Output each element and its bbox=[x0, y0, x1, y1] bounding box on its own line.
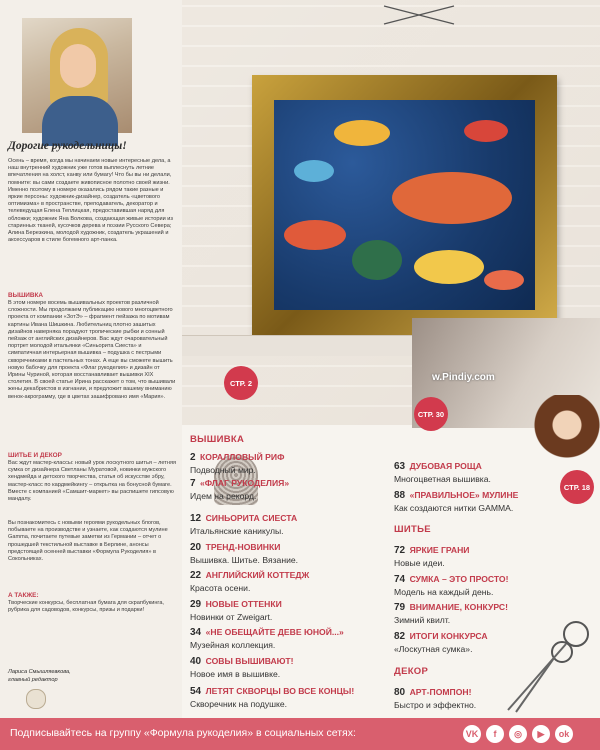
toc-item[interactable]: 20 ТРЕНД-НОВИНКИ Вышивка. Шитье. Вязание. bbox=[190, 542, 299, 565]
toc-item[interactable]: 22 АНГЛИЙСКИЙ КОТТЕДЖ Красота осени. bbox=[190, 570, 310, 593]
editor-name: Лариса Смышляевкова, bbox=[8, 669, 71, 675]
editorial-also-text: Творческие конкурсы, бесплатная бумага для скрапбукинга, рубрика для садоводов, конкурсы, призы и подарки! bbox=[8, 600, 164, 614]
odnoklassniki-icon[interactable]: ok bbox=[555, 725, 573, 743]
editorial-sewing-text: Вас ждут мастер-классы: новый урок лоскутного шитья – летняя сумка от дизайнера Светланы Муратовой, новинки мужского хендмейда и детского творчества, статья об искусстве эбру, мастер-класс по кардмейкингу – открытка на бонусной бумаге. Вместе с компанией «Самшит-маркет» вы распишете гипсовую мандалу. bbox=[8, 460, 177, 503]
toc-item[interactable]: 29 НОВЫЕ ОТТЕНКИ Новинки от Zweigart. bbox=[190, 599, 282, 622]
editorial-also-heading: А ТАКЖЕ: bbox=[8, 592, 39, 599]
page-badge-30[interactable]: СТР. 30 bbox=[414, 397, 448, 431]
toc-item[interactable]: 34 «НЕ ОБЕЩАЙТЕ ДЕВЕ ЮНОЙ...» Музейная коллекция. bbox=[190, 627, 344, 650]
contents-area bbox=[182, 0, 600, 718]
editorial-blogs-text: Вы познакомитесь с новыми героями рукодельных блогов, побываете на производстве и узнаете, как создаются мулине Gamma, почитаете путевые заметки из Германии – отчет о прошедшей текстильной выставке в Берлине, анонсы предстоящей осенней выставки «Формула Рукоделия» в Сокольниках. bbox=[8, 520, 168, 563]
editorial-intro: Осень – время, когда мы начинаем новые интересные дела, а наш внутренний художник уже готов выплеснуть летние впечатления на холст, канву или бумагу! Что бы вы ни делали, помните: вы сами создаете живописное полотно своей жизни. Именно поэтому в номере оказались рядом такие разные и яркие персоны: художник-дизайнер, создатель «цветового оптимизма» в пространстве, преподаватель, декоратор и телеведущая Елена Теплицкая, предоставившая наряд для обложки; художник Яна Волкова, создающая живые истории из старинных тканей, кусочков дерева и поэзии Русского Севера; Алина Березкина, молодой художник, создатель украшений и аксессуаров в стиле богемного арт-панка. bbox=[8, 158, 173, 244]
page-badge-18[interactable]: СТР. 18 bbox=[560, 470, 594, 504]
toc-item[interactable]: 63 ДУБОВАЯ РОЩА Многоцветная вышивка. bbox=[394, 461, 491, 484]
button-icon bbox=[26, 689, 46, 709]
toc-decor-label: ДЕКОР bbox=[394, 666, 429, 677]
editor-photo bbox=[22, 18, 132, 133]
footer-bar bbox=[0, 718, 600, 750]
toc-item[interactable]: 2 КОРАЛЛОВЫЙ РИФ Подводный мир. bbox=[190, 452, 285, 475]
footer-text: Подписывайтесь на группу «Формула рукоделия» в социальных сетях: bbox=[10, 727, 356, 739]
editorial-column bbox=[0, 0, 182, 718]
editorial-embroidery-heading: ВЫШИВКА bbox=[8, 292, 44, 299]
vk-icon[interactable]: VK bbox=[463, 725, 481, 743]
facebook-icon[interactable]: f bbox=[486, 725, 504, 743]
editorial-sewing-heading: ШИТЬЕ И ДЕКОР bbox=[8, 452, 62, 459]
toc-item[interactable]: 82 ИТОГИ КОНКУРСА «Лоскутная сумка». bbox=[394, 631, 488, 654]
page-badge-2[interactable]: СТР. 2 bbox=[224, 366, 258, 400]
toc-item[interactable]: 54 ЛЕТЯТ СКВОРЦЫ ВО ВСЕ КОНЦЫ! Скворечник на подушке. bbox=[190, 686, 355, 709]
toc-item[interactable]: 74 СУМКА – ЭТО ПРОСТО! Модель на каждый день. bbox=[394, 574, 509, 597]
watermark: w.Pindiy.com bbox=[432, 372, 495, 383]
toc-sewing-label: ШИТЬЕ bbox=[394, 524, 431, 535]
editor-role: главный редактор bbox=[8, 676, 58, 683]
toc-item[interactable]: 72 ЯРКИЕ ГРАНИ Новые идеи. bbox=[394, 545, 470, 568]
editorial-greeting: Дорогие рукодельницы! bbox=[8, 140, 127, 152]
fish-embroidery bbox=[274, 100, 535, 310]
youtube-icon[interactable]: ▶ bbox=[532, 725, 550, 743]
toc-item[interactable]: 80 АРТ-ПОМПОН! Быстро и эффектно. bbox=[394, 687, 477, 710]
toc-item[interactable]: 88 «ПРАВИЛЬНОЕ» МУЛИНЕ Как создаются нитки GAMMA. bbox=[394, 490, 519, 513]
toc-item[interactable]: 40 СОВЫ ВЫШИВАЮТ! Новое имя в вышивке. bbox=[190, 656, 294, 679]
needles-icon bbox=[382, 4, 457, 26]
scissors-icon bbox=[502, 618, 594, 718]
toc-embroidery-label: ВЫШИВКА bbox=[190, 434, 245, 445]
instagram-icon[interactable]: ◎ bbox=[509, 725, 527, 743]
toc-item[interactable]: 12 СИНЬОРИТА СИЕСТА Итальянские каникулы. bbox=[190, 513, 298, 536]
toc-item[interactable]: 79 ВНИМАНИЕ, КОНКУРС! Зимний квилт. bbox=[394, 602, 508, 625]
toc-item[interactable]: 7 «ФЛАГ РУКОДЕЛИЯ» Идем на рекорд. bbox=[190, 478, 290, 501]
editorial-embroidery-text: В этом номере восемь вышивальных проектов различной сложности. Мы продолжаем публикацию нового многоцветного проекта от компании «ЗотЭ» – фрагмент пейзажа по мотивам картины Ивана Шишкина. Любительниц плотно зашитых дизайнов наверняка порадуют тропические рыбки и сонный пейзаж от английских дизайнеров. Вас ждут очаровательный портрет молодой итальянки «Синьорита Сиеста» и симпатичная интерьерная вышивка – подушка с пестрыми скворечниками в пастельных тонах. А еще вы сможете вышить новую бабочку для проекта «Флаг рукоделия» и дизайн от Ирины Чуриной, которая восстанавливает вышивки XIX столетия. В своей статье Ирина расскажет о том, что вышивали жены декабристов в изгнании, и предложит вашему вниманию венок-акрограмму, где в цветах зашифровано имя «Мария». bbox=[8, 300, 176, 400]
framed-embroidery bbox=[252, 75, 557, 335]
editor-signature bbox=[8, 669, 71, 684]
